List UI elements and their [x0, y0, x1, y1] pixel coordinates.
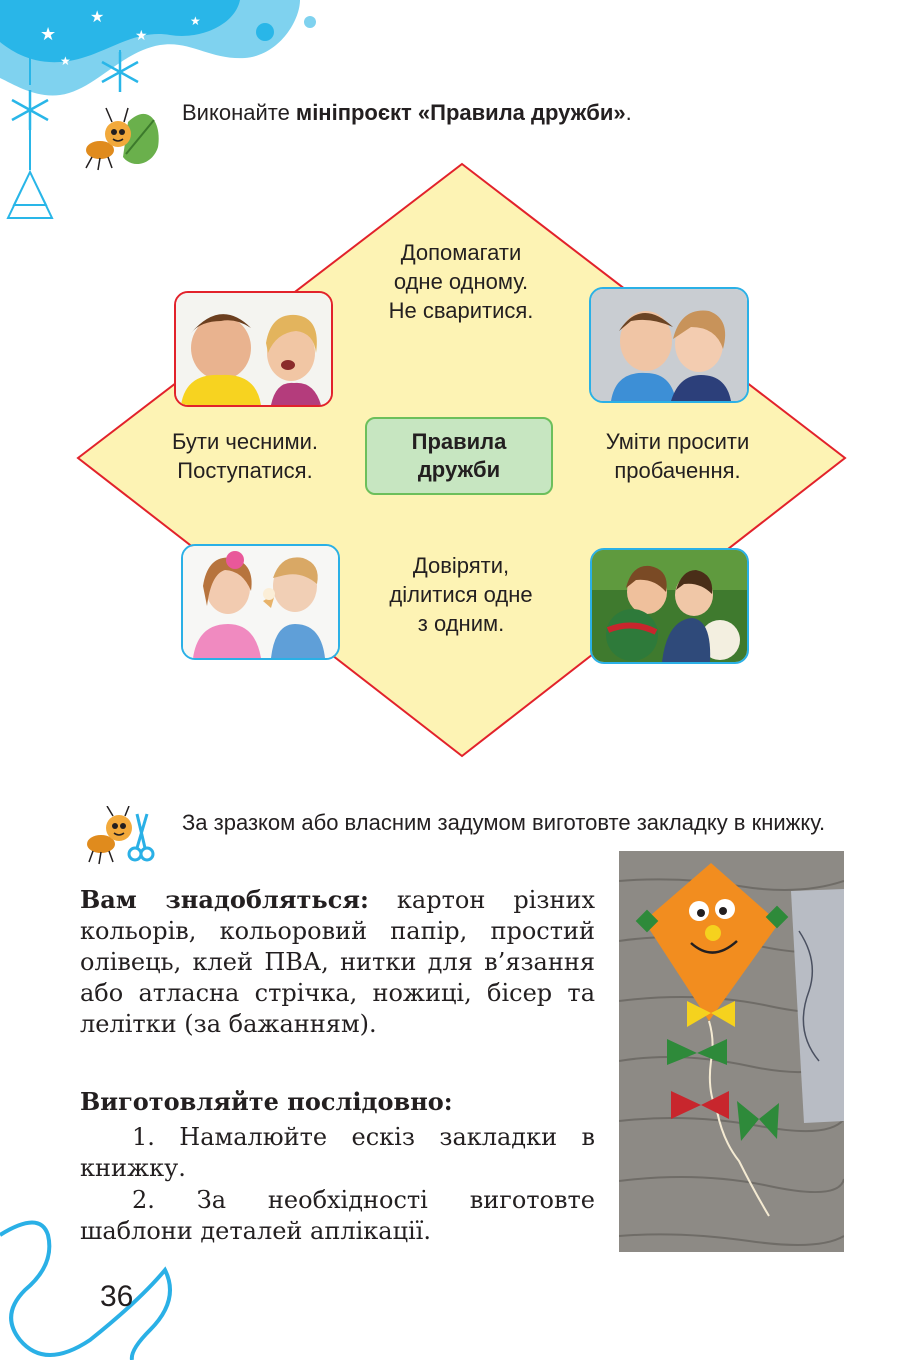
rule-bottom: Довіряти, ділитися одне з одним. — [389, 553, 533, 636]
svg-text:★: ★ — [135, 28, 148, 44]
materials-label: Вам знадобляться: — [80, 885, 369, 914]
rule-top: Допомагати одне одному. Не сваритися. — [388, 240, 534, 323]
step-1: 1. Намалюйте ескіз закладки в книжку. — [80, 1123, 595, 1182]
step-2: 2. За необхідності виготовте шаблони деталей аплікації. — [80, 1186, 595, 1245]
center-box: Правила дружби — [365, 417, 553, 495]
photo-hugging-kids — [589, 287, 749, 403]
kite-bookmark-photo — [619, 851, 844, 1252]
rule-left: Бути чесними. Поступатися. — [171, 429, 319, 483]
rule-right: Уміти просити пробачення. — [605, 429, 750, 483]
task-instruction: Виконайте мініпроєкт «Правила дружби». — [182, 100, 632, 125]
svg-text:★: ★ — [190, 14, 201, 28]
ant-scissors-icon — [83, 806, 155, 866]
photo-kids-with-balls — [590, 548, 749, 664]
svg-text:★: ★ — [60, 54, 71, 68]
photo-arguing-kids — [174, 291, 333, 407]
photo-sharing-kids — [181, 544, 340, 660]
task2-instruction: За зразком або власним задумом виготовте закладку в книжку. — [182, 810, 826, 835]
svg-text:★: ★ — [40, 24, 57, 45]
steps-heading: Виготовляйте послідовно: — [80, 1087, 453, 1116]
page-number: 36 — [100, 1280, 134, 1313]
project-title: мініпроєкт «Правила дружби» — [295, 100, 626, 125]
materials-paragraph: Вам знадобляться: картон різних кольорів, кольоровий папір, простий олівець, клей ПВА, нитки для в’язання або атласна стрічка, ножиці, бісер та лелітки (за бажанням). — [80, 885, 596, 1038]
svg-text:★: ★ — [90, 7, 105, 26]
